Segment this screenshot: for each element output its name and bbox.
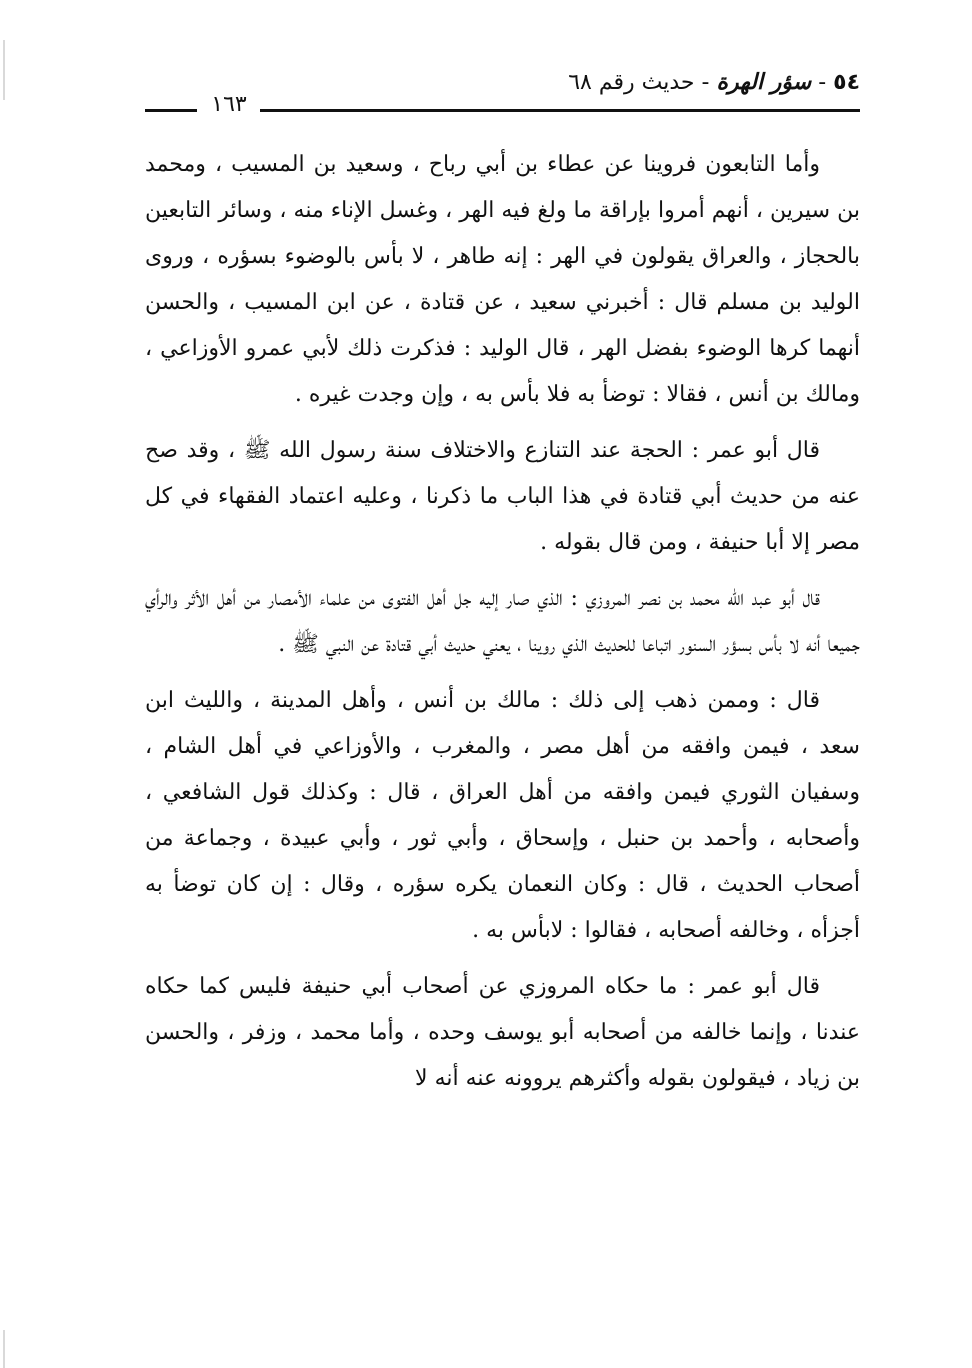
paragraph: قال أبو عمر : ما حكاه المروزي عن أصحاب أبي حنيفة فليس كما حكاه عندنا ، وإنما خالفه من أصحابه أبو يوسف وحده ، وأما محمد ، وزفر ، والحسن بن زياد ، فيقولون بقوله وأكثرهم يروونه عنه أنه لا bbox=[145, 974, 860, 1091]
header-separator: - bbox=[818, 70, 827, 95]
scan-edge-mark bbox=[3, 40, 5, 100]
book-title: سؤر الهرة bbox=[716, 70, 812, 95]
paragraph: وأما التابعون فروينا عن عطاء بن أبي رباح ، وسعيد بن المسيب ، ومحمد بن سيرين ، أنهم أمروا بإراقة ما ولغ فيه الهر ، وغسل الإناء منه ، وسائر التابعين بالحجاز ، والعراق يقولون في الهر : إنه طاهر ، لا بأس بالوضوء بسؤره ، وروى الوليد بن مسلم قال : أخبرني سعيد ، عن قتادة ، عن ابن المسيب ، والحسن أنهما كرها الوضوء بفضل الهر ، قال الوليد : فذكرت ذلك لأبي عمرو الأوزاعي ، ومالك بن أنس ، فقالا : توضأ به فلا بأس به ، وإن وجدت غيره . bbox=[145, 152, 860, 407]
paragraph: قال : وممن ذهب إلى ذلك : مالك بن أنس ، وأهل المدينة ، والليث ابن سعد ، فيمن وافقه من أهل مصر ، والمغرب ، والأوزاعي في أهل الشام ، وسفيان الثوري فيمن وافقه من أهل العراق ، قال : وكذلك قول الشافعي ، وأصحابه ، وأحمد بن حنبل ، وإسحاق ، وأبي ثور ، وأبي عبيدة ، وجماعة من أصحاب الحديث ، قال : وكان النعمان يكره سؤره ، وقال : إن كان توضأ به أجزأه ، وخالفه أصحابه ، فقالوا : لابأس به . bbox=[145, 688, 860, 943]
body-text bbox=[145, 142, 860, 1102]
scan-edge-mark bbox=[3, 1330, 5, 1368]
section-number: ٥٤ bbox=[833, 70, 860, 95]
running-header bbox=[145, 62, 860, 122]
header-rule bbox=[145, 109, 197, 112]
page-number: ١٦٣ bbox=[201, 92, 257, 117]
hadith-label: حديث رقم ٦٨ bbox=[568, 70, 695, 95]
header-title bbox=[568, 70, 860, 95]
header-rule bbox=[260, 109, 860, 112]
header-separator: - bbox=[701, 70, 710, 95]
paragraph: قال أبو عبد الله محمد بن نصر المروزي : الذي صار إليه جل أهل الفتوى من علماء الأمصار من أهل الأثر والرأي جميعا أنه لا بأس بسؤر السنور اتباعا للحديث الذي روينا ، يعني حديث أبي قتادة عن النبي ﷺ . bbox=[145, 586, 860, 657]
paragraph: قال أبو عمر : الحجة عند التنازع والاختلاف سنة رسول الله ﷺ ، وقد صح عنه من حديث أبي قتادة في هذا الباب ما ذكرنا ، وعليه اعتماد الفقهاء في كل مصر إلا أبا حنيفة ، ومن قال بقوله . bbox=[145, 438, 860, 555]
